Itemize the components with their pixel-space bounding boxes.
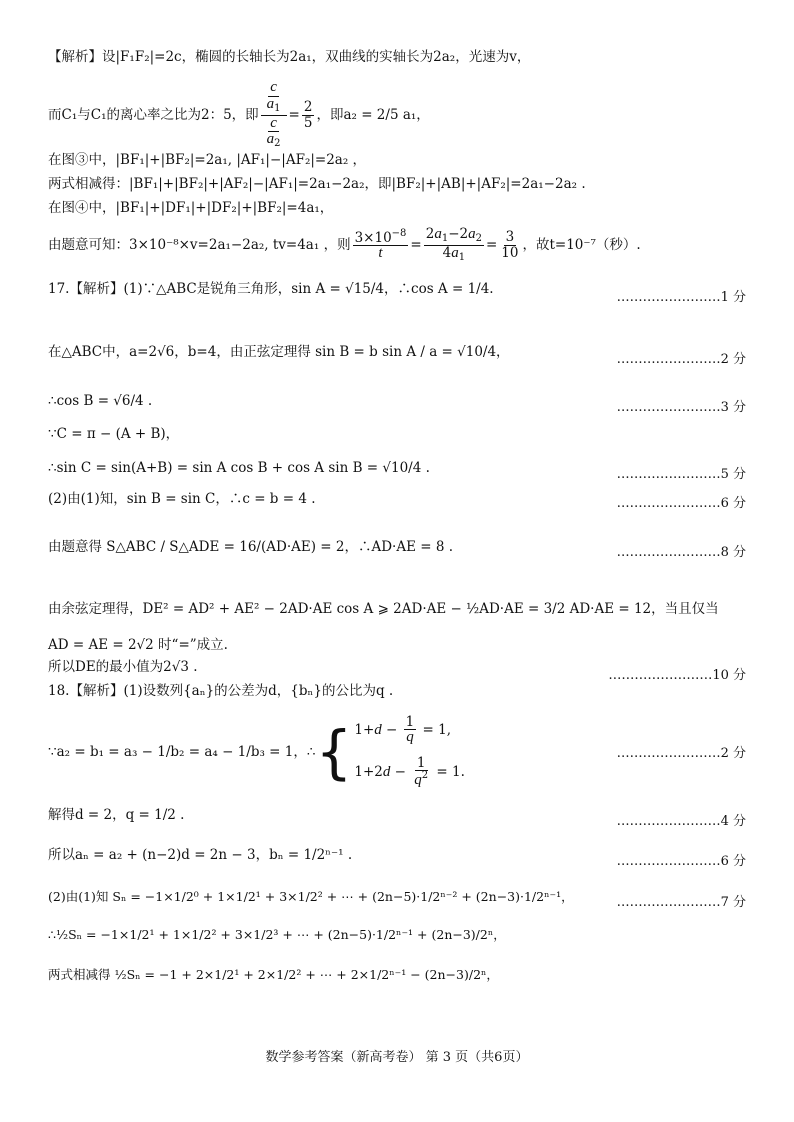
intro-text: 【解析】设|F₁F₂|=2c，椭圆的长轴长为2a₁，双曲线的实轴长为2a₂，光速为v， — [48, 49, 531, 65]
left-brace-icon: { — [315, 718, 353, 786]
p17-text2: 在△ABC中，a=2√6，b=4，由正弦定理得 sin B = b sin A / a = √10/4， — [48, 344, 510, 360]
p18-text2: ∵a₂ = b₁ = a₃ − 1/b₂ = a₄ − 1/b₃ = 1，∴ — [48, 743, 316, 760]
score-1: ……………………1 分 — [616, 290, 746, 305]
score-2: ……………………2 分 — [616, 352, 746, 367]
line-intro — [48, 50, 754, 65]
p18-text3: 解得d = 2，q = 1/2 . — [48, 807, 185, 823]
p17-text8: 由余弦定理得，DE² = AD² + AE² − 2AD·AE cos A ⩾ 2AD·AE − ½AD·AE = 3/2 AD·AE = 12，当且仅当 — [48, 601, 719, 617]
score-18-6: ……………………6 分 — [616, 854, 746, 869]
equation-system: { 1+d − $\frac{1}{q}$ = 1, 1+2d − $\frac{1}{q^2}$ = 1. — [315, 714, 465, 789]
line-figure4 — [48, 201, 754, 216]
p18-line7 — [48, 968, 754, 982]
p17-text3: ∴cos B = √6/4 . — [48, 393, 153, 409]
eccentricity-result: ，即a₂ = 2/5 a₁， — [316, 106, 430, 123]
line-eccentricity: 而C₁与C₁的离心率之比为2：5，即 $\frac{\frac{c}{a_1}}{\frac{c}{a_2}}$ = $\frac{2}{5}$ ，即a₂ = 2/5 a₁， — [48, 79, 430, 150]
p17-text1: 17.【解析】(1)∵△ABC是锐角三角形，sin A = √15/4，∴cos A = 1/4. — [48, 281, 494, 297]
p17-text6: (2)由(1)知，sin B = sin C，∴c = b = 4 . — [48, 491, 316, 507]
p17-line9 — [48, 638, 754, 653]
score-18-7: ……………………7 分 — [616, 895, 746, 910]
p18-text5: (2)由(1)知 Sₙ = −1×1/2⁰ + 1×1/2¹ + 3×1/2² + ⋯ + (2n−5)·1/2ⁿ⁻² + (2n−3)·1/2ⁿ⁻¹， — [48, 889, 574, 904]
score-5: ……………………5 分 — [616, 467, 746, 482]
p17-text10: 所以DE的最小值为2√3 . — [48, 659, 198, 675]
p17-text5: ∴sin C = sin(A+B) = sin A cos B + cos A sin B = √10/4 . — [48, 460, 430, 476]
line-figure3 — [48, 153, 754, 168]
score-18-2: ……………………2 分 — [616, 746, 746, 761]
time-result: ，故t=10⁻⁷（秒）. — [522, 236, 641, 253]
score-10: ……………………10 分 — [608, 668, 746, 683]
three-tenths-fraction: $\frac{3}{10}$ — [501, 229, 519, 261]
p17-line4 — [48, 427, 754, 442]
figure4-text: 在图④中，|BF₁|+|DF₁|+|DF₂|+|BF₂|=4a₁， — [48, 200, 334, 216]
p18-line6 — [48, 928, 754, 942]
time-fraction: $\frac{3\times 10^{-8}}{t}$ — [354, 227, 407, 261]
score-8: ……………………8 分 — [616, 545, 746, 560]
p17-text7: 由题意得 S△ABC / S△ADE = 16/(AD·AE) = 2，∴AD·AE = 8 . — [48, 539, 453, 555]
p17-text4: ∵C = π − (A + B)， — [48, 426, 180, 442]
eccentricity-ratio-fraction: $\frac{\frac{c}{a_1}}{\frac{c}{a_2}}$ — [261, 80, 287, 150]
eccentricity-text: 而C₁与C₁的离心率之比为2：5，即 — [48, 106, 259, 123]
page-footer: 数学参考答案（新高考卷） 第 3 页（共6页） — [265, 1050, 529, 1065]
p17-text9: AD = AE = 2√2 时“=”成立. — [48, 637, 228, 653]
line-time-equation: 由题意可知：3×10⁻⁸×v=2a₁−2a₂, tv=4a₁ ，则 $\frac{3\times 10^{-8}}{t}$ = $\frac{2a_1-2a_2}{4a_1}$ = $\frac{3}{10}$ ，故t=10⁻⁷（秒）. — [48, 226, 641, 263]
p18-text1: 18.【解析】(1)设数列{aₙ}的公差为d，{bₙ}的公比为q . — [48, 683, 394, 699]
score-3: ……………………3 分 — [616, 400, 746, 415]
time-equation-text: 由题意可知：3×10⁻⁸×v=2a₁−2a₂, tv=4a₁ ，则 — [48, 236, 351, 253]
p18-text7: 两式相减得 ½Sₙ = −1 + 2×1/2¹ + 2×1/2² + ⋯ + 2×1/2ⁿ⁻¹ − (2n−3)/2ⁿ， — [48, 967, 499, 982]
subtract-text: 两式相减得：|BF₁|+|BF₂|+|AF₂|−|AF₁|=2a₁−2a₂，即|BF₂|+|AB|+|AF₂|=2a₁−2a₂ . — [48, 176, 586, 192]
line-subtract — [48, 177, 754, 192]
p18-text4: 所以aₙ = a₂ + (n−2)d = 2n − 3，bₙ = 1/2ⁿ⁻¹ . — [48, 847, 353, 863]
figure3-text: 在图③中，|BF₁|+|BF₂|=2a₁, |AF₁|−|AF₂|=2a₂ ， — [48, 152, 367, 168]
p17-line8 — [48, 602, 754, 617]
p18-text6: ∴½Sₙ = −1×1/2¹ + 1×1/2² + 3×1/2³ + ⋯ + (2n−5)·1/2ⁿ⁻¹ + (2n−3)/2ⁿ， — [48, 927, 506, 942]
score-6: ……………………6 分 — [616, 496, 746, 511]
p18-line1 — [48, 684, 754, 699]
two-fifths-fraction: $\frac{2}{5}$ — [303, 99, 313, 131]
axis-fraction: $\frac{2a_1-2a_2}{4a_1}$ — [425, 226, 482, 263]
score-18-4: ……………………4 分 — [616, 814, 746, 829]
